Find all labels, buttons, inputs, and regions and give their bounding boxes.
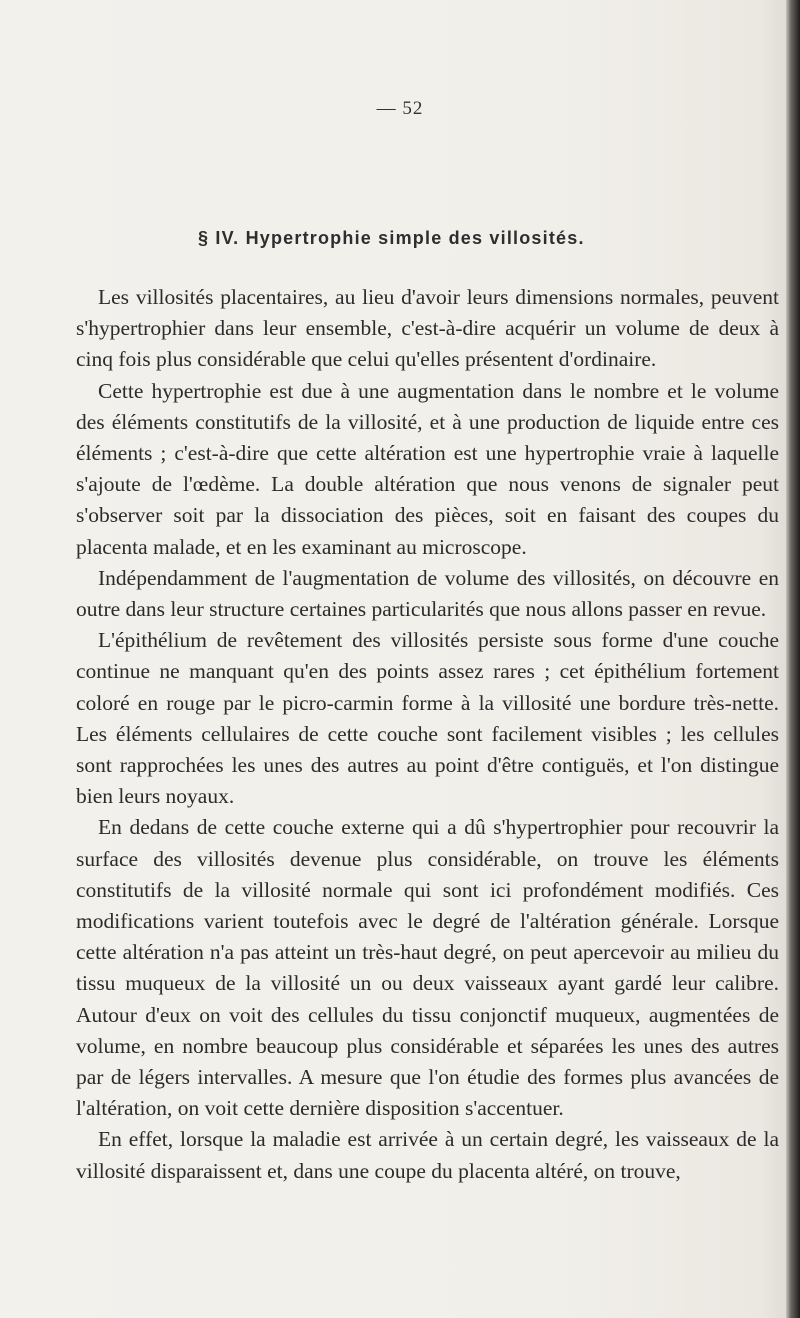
section-heading: § IV. Hypertrophie simple des villosités. xyxy=(198,228,585,248)
body-text xyxy=(76,282,779,1187)
paragraph: L'épithélium de revêtement des villosités persiste sous forme d'une couche continue ne manquant qu'en des points assez rares ; cet épithélium fortement coloré en rouge par le picro-carmin forme à la villosité une bordure très-nette. Les éléments cellulaires de cette couche sont facilement visibles ; les cellules sont rapprochées les unes des autres au point d'être contiguës, et l'on distingue bien leurs noyaux. xyxy=(76,628,779,809)
paragraph: Indépendamment de l'augmentation de volume des villosités, on découvre en outre dans leur structure certaines particularités que nous allons passer en revue. xyxy=(76,565,779,622)
paragraph: En dedans de cette couche externe qui a dû s'hypertrophier pour recouvrir la surface des villosités devenue plus considérable, on trouve les éléments constitutifs de la villosité normale qui sont ici profondément modifiés. Ces modifications varient toutefois avec le degré de l'altération générale. Lorsque cette altération n'a pas atteint un très-haut degré, on peut apercevoir au milieu du tissu muqueux de la villosité un ou deux vaisseaux ayant gardé leur calibre. Autour d'eux on voit des cellules du tissu conjonctif muqueux, augmentées de volume, en nombre beaucoup plus considérable et séparées les unes des autres par de légers intervalles. A mesure que l'on étudie des formes plus avancées de l'altération, on voit cette dernière disposition s'accentuer. xyxy=(76,815,779,1121)
paragraph: Les villosités placentaires, au lieu d'avoir leurs dimensions normales, peuvent s'hypertrophier dans leur ensemble, c'est-à-dire acquérir un volume de deux à cinq fois plus considérable que celui qu'elles présentent d'ordinaire. xyxy=(76,285,779,372)
page-number: — 52 xyxy=(376,98,424,119)
paragraph: Cette hypertrophie est due à une augmentation dans le nombre et le volume des éléments constitutifs de la villosité, et à une production de liquide entre ces éléments ; c'est-à-dire que cette altération est une hypertrophie vraie à laquelle s'ajoute de l'œdème. La double altération que nous venons de signaler peut s'observer soit par la dissociation des pièces, soit en faisant des coupes du placenta malade, et en les examinant au microscope. xyxy=(76,378,779,559)
page-edge-shadow xyxy=(786,0,800,1318)
paragraph: En effet, lorsque la maladie est arrivée à un certain degré, les vaisseaux de la villosité disparaissent et, dans une coupe du placenta altéré, on trouve, xyxy=(76,1127,779,1183)
